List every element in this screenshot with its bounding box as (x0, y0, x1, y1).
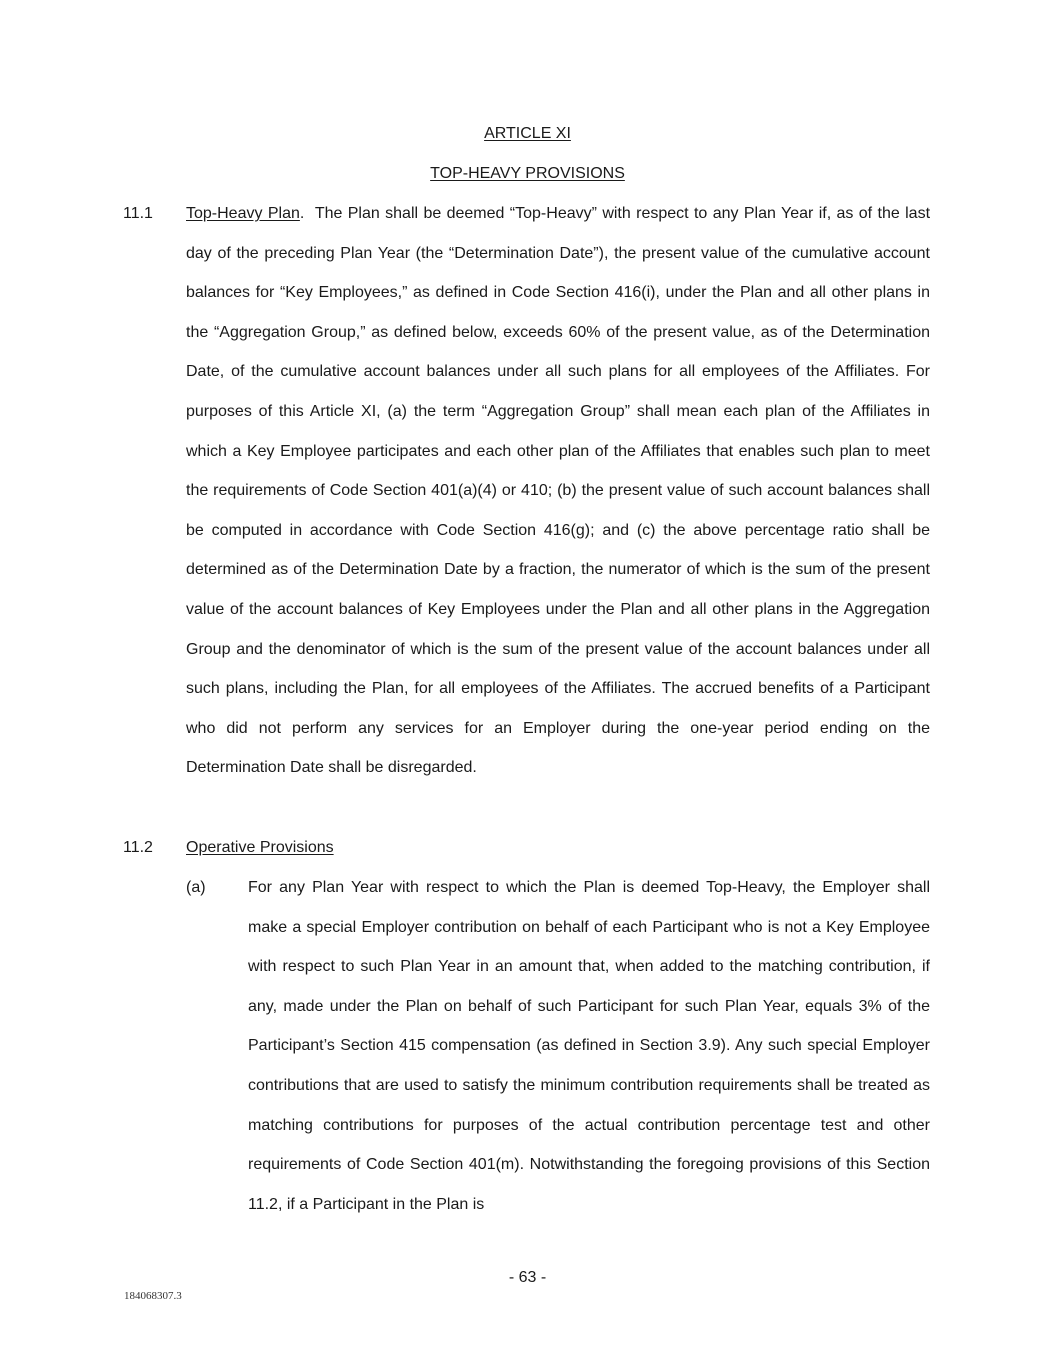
article-title: ARTICLE XI (484, 125, 571, 142)
section-11-1-number: 11.1 (123, 205, 153, 222)
page-number: - 63 - (508, 1269, 547, 1286)
document-id: 184068307.3 (124, 1290, 182, 1302)
section-11-2-heading: Operative Provisions (186, 839, 334, 856)
subsection-a-label: (a) (186, 879, 206, 896)
section-11-1-body: The Plan shall be deemed “Top-Heavy” with respect to any Plan Year if, as of the last day of the preceding Plan Year (the “Determination Date”), the present value of the cumulative account balances for “Key Employees,” as defined in Code Section 416(i), under the Plan and all other plans in the “Aggregation Group,” as defined below, exceeds 60% of the present value, as of the Determination Date, of the cumulative account balances under all such plans for all employees of the Affiliates. For purposes of this Article XI, (a) the term “Aggregation Group” shall mean each plan of the Affiliates in which a Key Employee participates and each other plan of the Affiliates that enables such plan to meet the requirements of Code Section 401(a)(4) or 410; (b) the present value of such account balances shall be computed in accordance with Code Section 416(g); and (c) the above percentage ratio shall be determined as of the Determination Date by a fraction, the numerator of which is the sum of the present value of the account balances of Key Employees under the Plan and all other plans in the Aggregation Group and the denominator of which is the sum of the present value of the account balances under all such plans, including the Plan, for all employees of the Affiliates. The accrued benefits of a Participant who did not perform any services for an Employer during the one-year period ending on the Determination Date shall be disregarded. (186, 205, 931, 777)
article-subtitle: TOP-HEAVY PROVISIONS (430, 165, 625, 182)
subsection-a-body: For any Plan Year with respect to which the Plan is deemed Top-Heavy, the Employer shall make a special Employer contribution on behalf of each Participant who is not a Key Employee with respect to such Plan Year in an amount that, when added to the matching contribution, if any, made under the Plan on behalf of such Participant for such Plan Year, equals 3% of the Participant’s Section 415 compensation (as defined in Section 3.9). Any such special Employer contributions that are used to satisfy the minimum contribution requirements shall be treated as matching contributions for purposes of the actual contribution percentage test and other requirements of Code Section 401(m). Notwithstanding the foregoing provisions of this Section 11.2, if a Participant in the Plan is (248, 879, 930, 1213)
section-11-2-number: 11.2 (123, 839, 153, 856)
section-11-1-paragraph: Top-Heavy Plan. The Plan shall be deemed “Top-Heavy” with respect to any Plan Year if, as of the last day of the preceding Plan Year (the “Determination Date”), the present value of the cumulative account balances for “Key Employees,” as defined in Code Section 416(i), under the Plan and all other plans in the “Aggregation Group,” as defined below, exceeds 60% of the present value, as of the Determination Date, of the cumulative account balances under all such plans for all employees of the Affiliates. For purposes of this Article XI, (a) the term “Aggregation Group” shall mean each plan of the Affiliates in which a Key Employee participates and each other plan of the Affiliates that enables such plan to meet the requirements of Code Section 401(a)(4) or 410; (b) the present value of such account balances shall be computed in accordance with Code Section 416(g); and (c) the above percentage ratio shall be determined as of the Determination Date by a fraction, the numerator of which is the sum of the present value of the account balances of Key Employees under the Plan and all other plans in the Aggregation Group and the denominator of which is the sum of the present value of the account balances under all such plans, including the Plan, for all employees of the Affiliates. The accrued benefits of a Participant who did not perform any services for an Employer during the one-year period ending on the Determination Date shall be disregarded. (186, 205, 931, 777)
section-11-1-heading: Top-Heavy Plan (186, 205, 300, 222)
